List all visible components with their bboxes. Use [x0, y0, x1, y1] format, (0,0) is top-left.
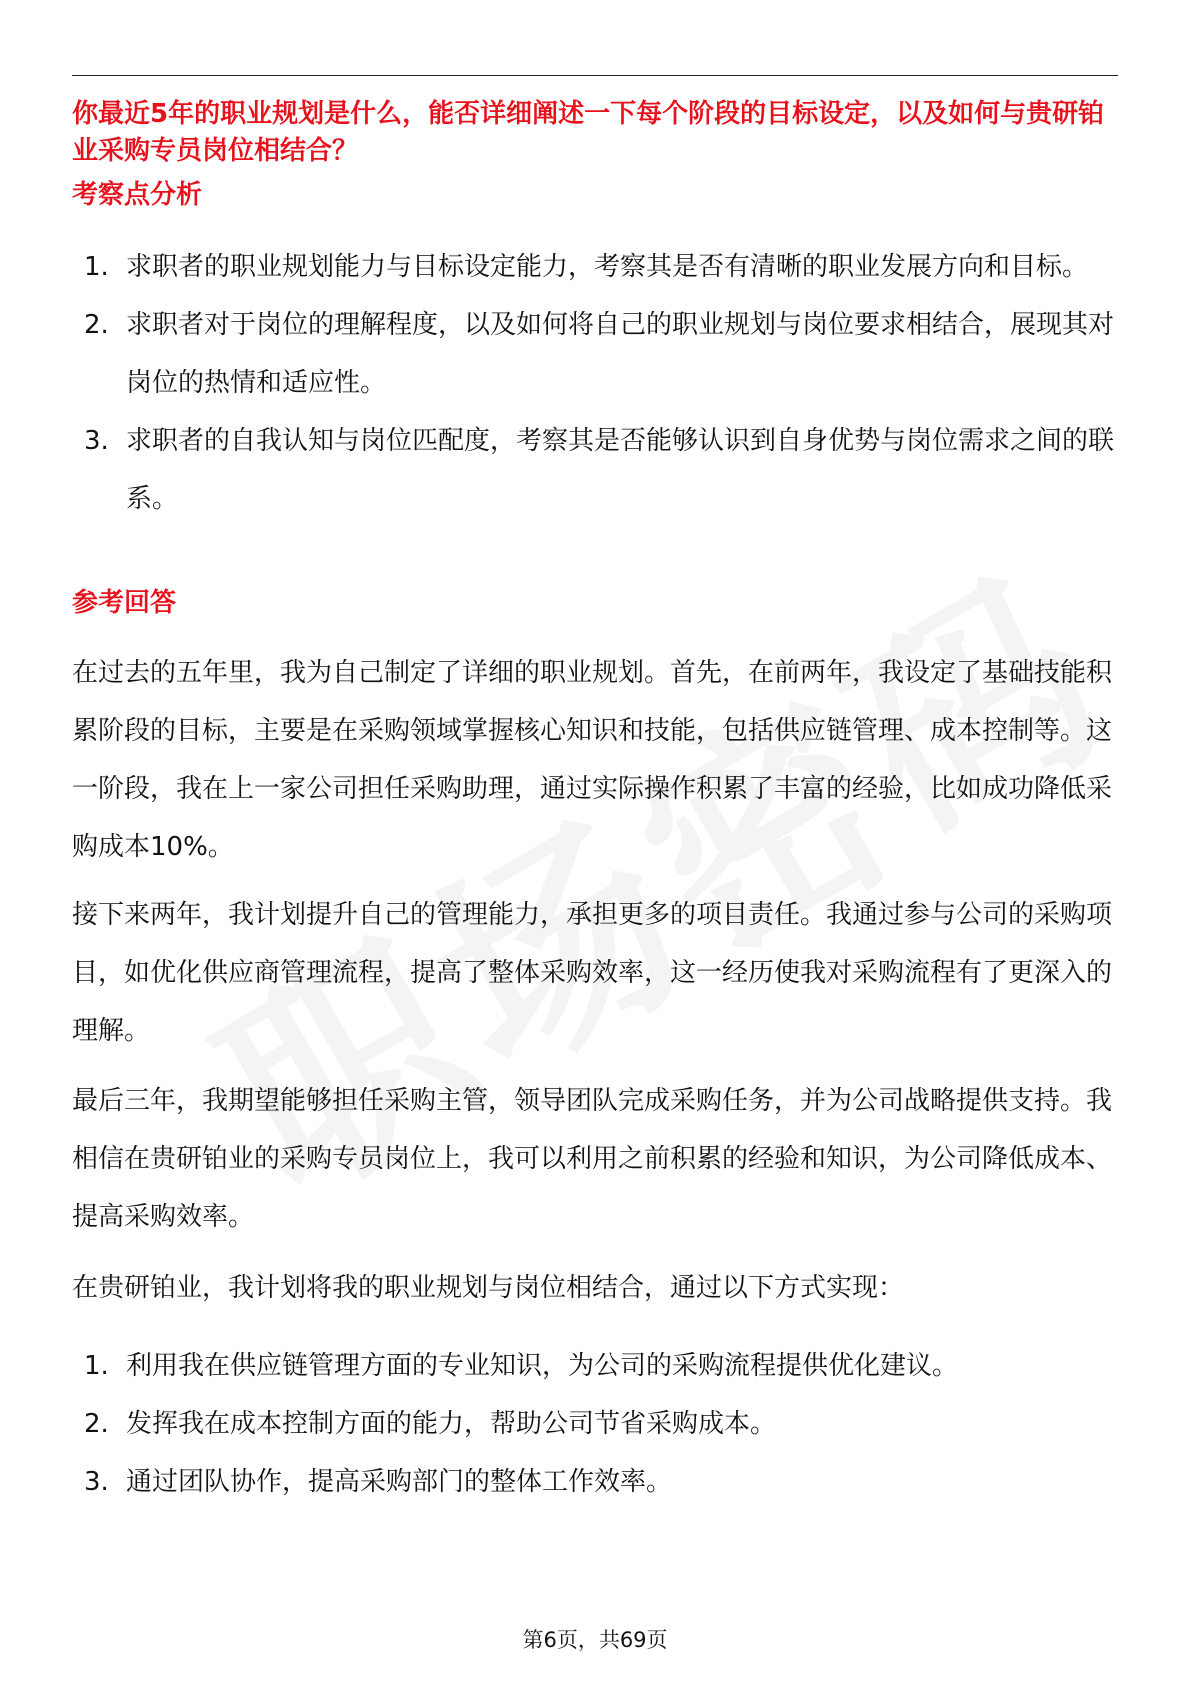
list-item-text: 求职者的自我认知与岗位匹配度，考察其是否能够认识到自身优势与岗位需求之间的联系。	[126, 426, 1115, 514]
list-item-text: 发挥我在成本控制方面的能力，帮助公司节省采购成本。	[126, 1409, 777, 1439]
list-item	[84, 1337, 1124, 1395]
list-item	[84, 296, 1124, 412]
list-item-number: 3.	[84, 1467, 109, 1497]
answer-list	[84, 1337, 1124, 1511]
list-item	[84, 1395, 1124, 1453]
list-item-text: 求职者的职业规划能力与目标设定能力，考察其是否有清晰的职业发展方向和目标。	[126, 252, 1089, 282]
top-divider	[72, 75, 1118, 76]
answer-paragraph: 在贵研铂业，我计划将我的职业规划与岗位相结合，通过以下方式实现：	[72, 1273, 905, 1303]
answer-paragraph: 最后三年，我期望能够担任采购主管，领导团队完成采购任务，并为公司战略提供支持。我相信在贵研铂业的采购专员岗位上，我可以利用之前积累的经验和知识，为公司降低成本、提高采购效率。	[72, 1086, 1113, 1232]
list-item-number: 2.	[84, 1409, 109, 1439]
list-item-number: 1.	[84, 252, 109, 282]
page-number: 第6页，共69页	[522, 1628, 668, 1652]
list-item	[84, 238, 1124, 296]
list-item-number: 2.	[84, 310, 109, 340]
list-item-text: 求职者对于岗位的理解程度，以及如何将自己的职业规划与岗位要求相结合，展现其对岗位的热情和适应性。	[126, 310, 1115, 398]
list-item-number: 1.	[84, 1351, 109, 1381]
answer-paragraph: 在过去的五年里，我为自己制定了详细的职业规划。首先，在前两年，我设定了基础技能积累阶段的目标，主要是在采购领域掌握核心知识和技能，包括供应链管理、成本控制等。这一阶段，我在上一家公司担任采购助理，通过实际操作积累了丰富的经验，比如成功降低采购成本10%。	[72, 658, 1113, 862]
analysis-list	[84, 238, 1124, 528]
list-item	[84, 1453, 1124, 1511]
answer-paragraph: 接下来两年，我计划提升自己的管理能力，承担更多的项目责任。我通过参与公司的采购项目，如优化供应商管理流程，提高了整体采购效率，这一经历使我对采购流程有了更深入的理解。	[72, 900, 1113, 1046]
list-item	[84, 412, 1124, 528]
list-item-text: 通过团队协作，提高采购部门的整体工作效率。	[126, 1467, 673, 1497]
question-title: 你最近5年的职业规划是什么，能否详细阐述一下每个阶段的目标设定，以及如何与贵研铂业采购专员岗位相结合？	[72, 99, 1105, 166]
answer-heading: 参考回答	[72, 588, 177, 618]
list-item-number: 3.	[84, 426, 109, 456]
analysis-heading: 考察点分析	[72, 180, 203, 210]
list-item-text: 利用我在供应链管理方面的专业知识，为公司的采购流程提供优化建议。	[126, 1351, 959, 1381]
